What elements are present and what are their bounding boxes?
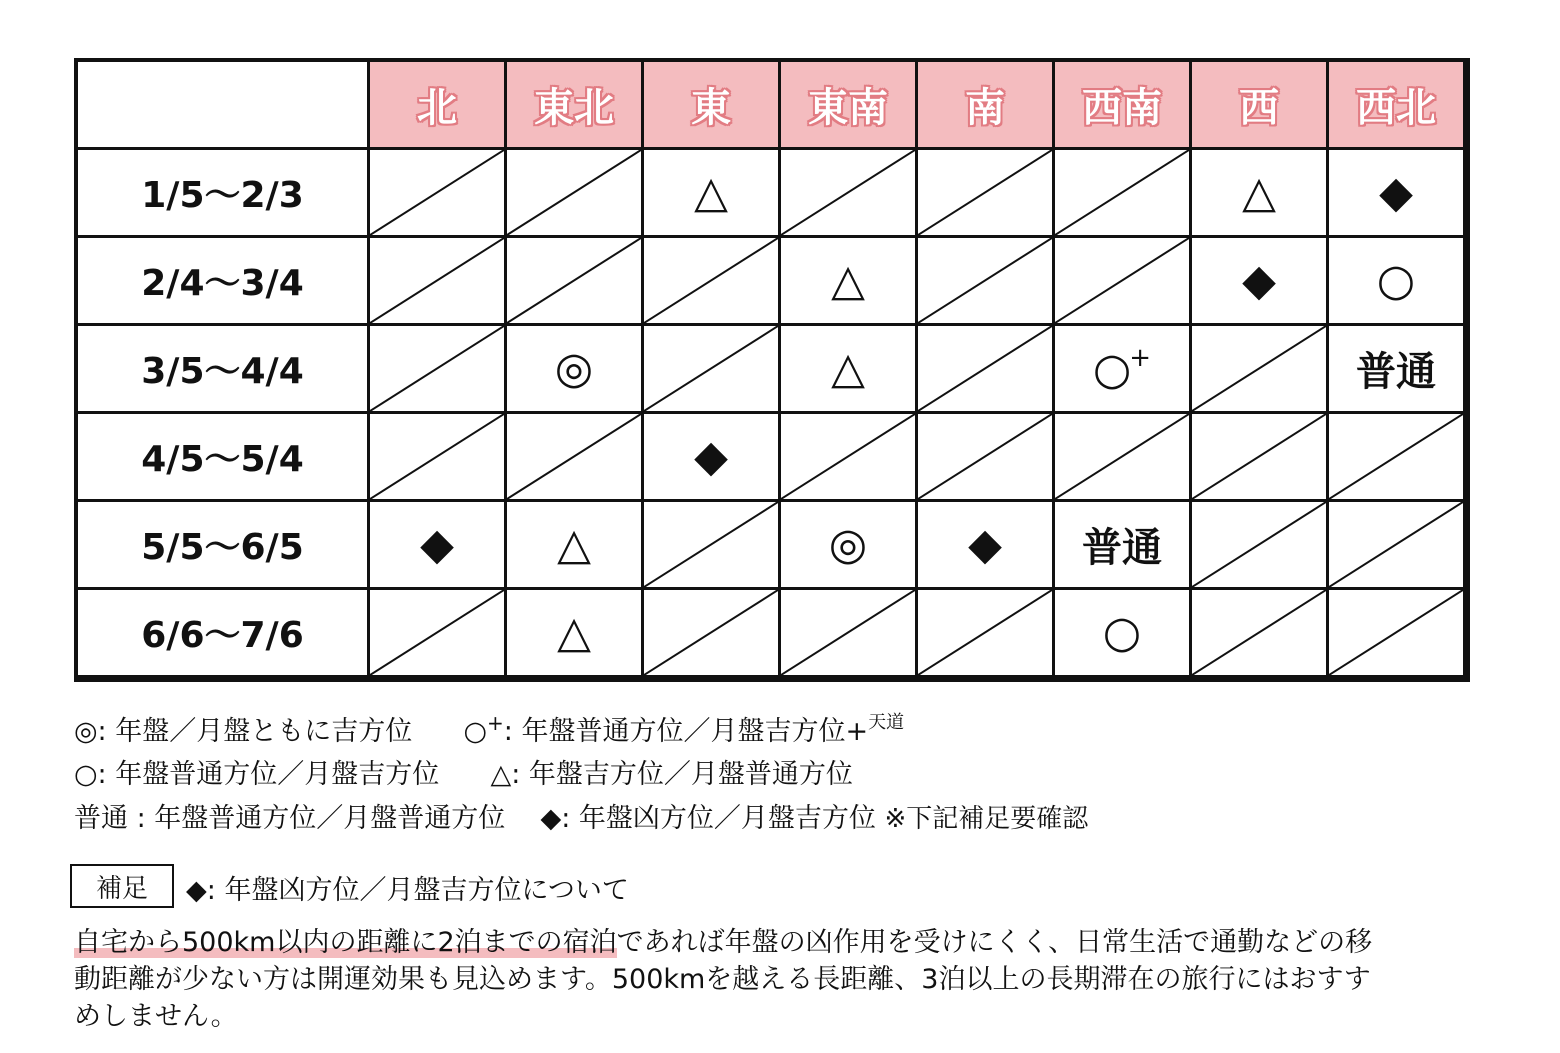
- table-cell: [781, 238, 918, 326]
- cell-mark: ◆: [1379, 166, 1413, 218]
- empty-slash-icon: [781, 590, 915, 675]
- supplement-rest: であれば年盤の凶作用を受けにくく、日常生活で通勤などの移動距離が少ない方は開運効果も見込めます。500kmを越える長距離、3泊以上の長期滞在の旅行にはおすすめしません。: [74, 927, 1373, 1032]
- empty-slash-icon: [370, 238, 504, 323]
- table-cell: [781, 326, 918, 414]
- cell-mark: 普通: [1356, 349, 1436, 395]
- legend-triangle: △: 年盤吉方位／月盤普通方位: [490, 759, 853, 790]
- empty-slash-icon: [507, 238, 641, 323]
- table-cell: [1329, 326, 1466, 414]
- empty-slash-icon: [1329, 590, 1463, 675]
- table-cell: [1055, 414, 1192, 502]
- cell-mark: ◎: [828, 518, 868, 570]
- cell-mark: △: [1242, 166, 1276, 218]
- table-cell: [1192, 326, 1329, 414]
- empty-slash-icon: [507, 150, 641, 235]
- cell-mark: △: [557, 518, 591, 570]
- cell-mark: ◆: [968, 518, 1002, 570]
- table-cell: [507, 326, 644, 414]
- legend-line-3: [74, 796, 1088, 835]
- empty-slash-icon: [1192, 326, 1326, 411]
- table-cell: [644, 590, 781, 678]
- cell-mark: ○: [1102, 606, 1142, 658]
- legend-line-1: [74, 708, 904, 748]
- table-cell: [918, 326, 1055, 414]
- circle-plus-sup: +: [487, 711, 504, 735]
- table-cell: [644, 238, 781, 326]
- cell-mark: ◎: [554, 342, 594, 394]
- legend-double-circle: ◎: 年盤／月盤ともに吉方位: [74, 716, 413, 747]
- row-label: 3/5〜4/4: [78, 326, 370, 414]
- empty-slash-icon: [918, 238, 1052, 323]
- table-cell: [370, 502, 507, 590]
- table-cell: [1055, 502, 1192, 590]
- supplement-label: 補足: [70, 864, 174, 908]
- cell-mark: △: [831, 254, 865, 306]
- table-cell: [644, 326, 781, 414]
- table-cell: [507, 150, 644, 238]
- direction-table: [74, 58, 1470, 682]
- empty-slash-icon: [1192, 414, 1326, 499]
- empty-slash-icon: [644, 238, 778, 323]
- supplement-body: [74, 924, 1374, 1035]
- empty-slash-icon: [1192, 502, 1326, 587]
- table-cell: [781, 414, 918, 502]
- table-cell: [507, 590, 644, 678]
- table-cell: [1192, 150, 1329, 238]
- column-header: 東: [644, 62, 781, 150]
- column-header: 東北: [507, 62, 644, 150]
- cell-mark: 普通: [1082, 525, 1162, 571]
- empty-slash-icon: [370, 150, 504, 235]
- legend-normal: 普通 : 年盤普通方位／月盤普通方位: [74, 803, 506, 834]
- row-label: 6/6〜7/6: [78, 590, 370, 678]
- table-cell: [644, 502, 781, 590]
- empty-slash-icon: [644, 590, 778, 675]
- table-cell: [918, 502, 1055, 590]
- table-corner: [78, 62, 370, 150]
- table-cell: [1329, 502, 1466, 590]
- table-cell: [370, 590, 507, 678]
- empty-slash-icon: [1329, 502, 1463, 587]
- table-cell: [644, 414, 781, 502]
- empty-slash-icon: [1055, 238, 1189, 323]
- column-header: 東南: [781, 62, 918, 150]
- legend-line-2: [74, 752, 853, 791]
- table-cell: [781, 502, 918, 590]
- empty-slash-icon: [781, 150, 915, 235]
- table-cell: [1329, 590, 1466, 678]
- row-label: 5/5〜6/5: [78, 502, 370, 590]
- empty-slash-icon: [918, 150, 1052, 235]
- table-cell: [1192, 502, 1329, 590]
- table-cell: [918, 238, 1055, 326]
- empty-slash-icon: [918, 326, 1052, 411]
- empty-slash-icon: [781, 414, 915, 499]
- cell-mark: ◆: [694, 430, 728, 482]
- table-cell: [1055, 590, 1192, 678]
- row-label: 4/5〜5/4: [78, 414, 370, 502]
- table-cell: [507, 414, 644, 502]
- circle-plus-note: 天道: [868, 712, 905, 733]
- empty-slash-icon: [507, 414, 641, 499]
- table-cell: [1055, 238, 1192, 326]
- cell-mark: △: [831, 342, 865, 394]
- cell-mark: △: [557, 606, 591, 658]
- empty-slash-icon: [644, 502, 778, 587]
- circle-plus-mark: ○+: [1092, 343, 1152, 395]
- table-cell: [507, 238, 644, 326]
- column-header: 西北: [1329, 62, 1466, 150]
- empty-slash-icon: [918, 590, 1052, 675]
- table-cell: [1329, 238, 1466, 326]
- empty-slash-icon: [370, 414, 504, 499]
- cell-mark: ○: [1376, 254, 1416, 306]
- cell-mark: ◆: [420, 518, 454, 570]
- circle-plus-symbol: ○: [463, 716, 487, 747]
- table-cell: [918, 590, 1055, 678]
- supplement-title: ◆: 年盤凶方位／月盤吉方位について: [186, 875, 629, 906]
- cell-mark: △: [694, 166, 728, 218]
- row-label: 2/4〜3/4: [78, 238, 370, 326]
- table-cell: [1329, 150, 1466, 238]
- empty-slash-icon: [1055, 150, 1189, 235]
- table-cell: [918, 414, 1055, 502]
- empty-slash-icon: [1329, 414, 1463, 499]
- table-cell: [370, 150, 507, 238]
- legend-diamond: ◆: 年盤凶方位／月盤吉方位: [540, 803, 876, 834]
- empty-slash-icon: [370, 590, 504, 675]
- empty-slash-icon: [644, 326, 778, 411]
- legend-circle-plus: [463, 711, 905, 747]
- table-cell: [370, 238, 507, 326]
- table-cell: [1055, 326, 1192, 414]
- empty-slash-icon: [1192, 590, 1326, 675]
- empty-slash-icon: [370, 326, 504, 411]
- legend-see-note: ※下記補足要確認: [884, 804, 1089, 834]
- table-cell: [1329, 414, 1466, 502]
- column-header: 北: [370, 62, 507, 150]
- table-cell: [1192, 238, 1329, 326]
- cell-mark: ◆: [1242, 254, 1276, 306]
- legend-circle: ○: 年盤普通方位／月盤吉方位: [74, 759, 440, 790]
- table-cell: [370, 326, 507, 414]
- table-cell: [918, 150, 1055, 238]
- supplement-highlight: 自宅から500km以内の距離に2泊までの宿泊: [74, 927, 617, 958]
- empty-slash-icon: [1055, 414, 1189, 499]
- table-cell: [644, 150, 781, 238]
- row-label: 1/5〜2/3: [78, 150, 370, 238]
- column-header: 南: [918, 62, 1055, 150]
- table-cell: [781, 590, 918, 678]
- column-header: 西南: [1055, 62, 1192, 150]
- circle-plus-text: : 年盤普通方位／月盤吉方位+: [503, 716, 869, 747]
- table-cell: [507, 502, 644, 590]
- empty-slash-icon: [918, 414, 1052, 499]
- column-header: 西: [1192, 62, 1329, 150]
- table-cell: [781, 150, 918, 238]
- table-cell: [1192, 414, 1329, 502]
- table-cell: [1055, 150, 1192, 238]
- table-cell: [1192, 590, 1329, 678]
- table-cell: [370, 414, 507, 502]
